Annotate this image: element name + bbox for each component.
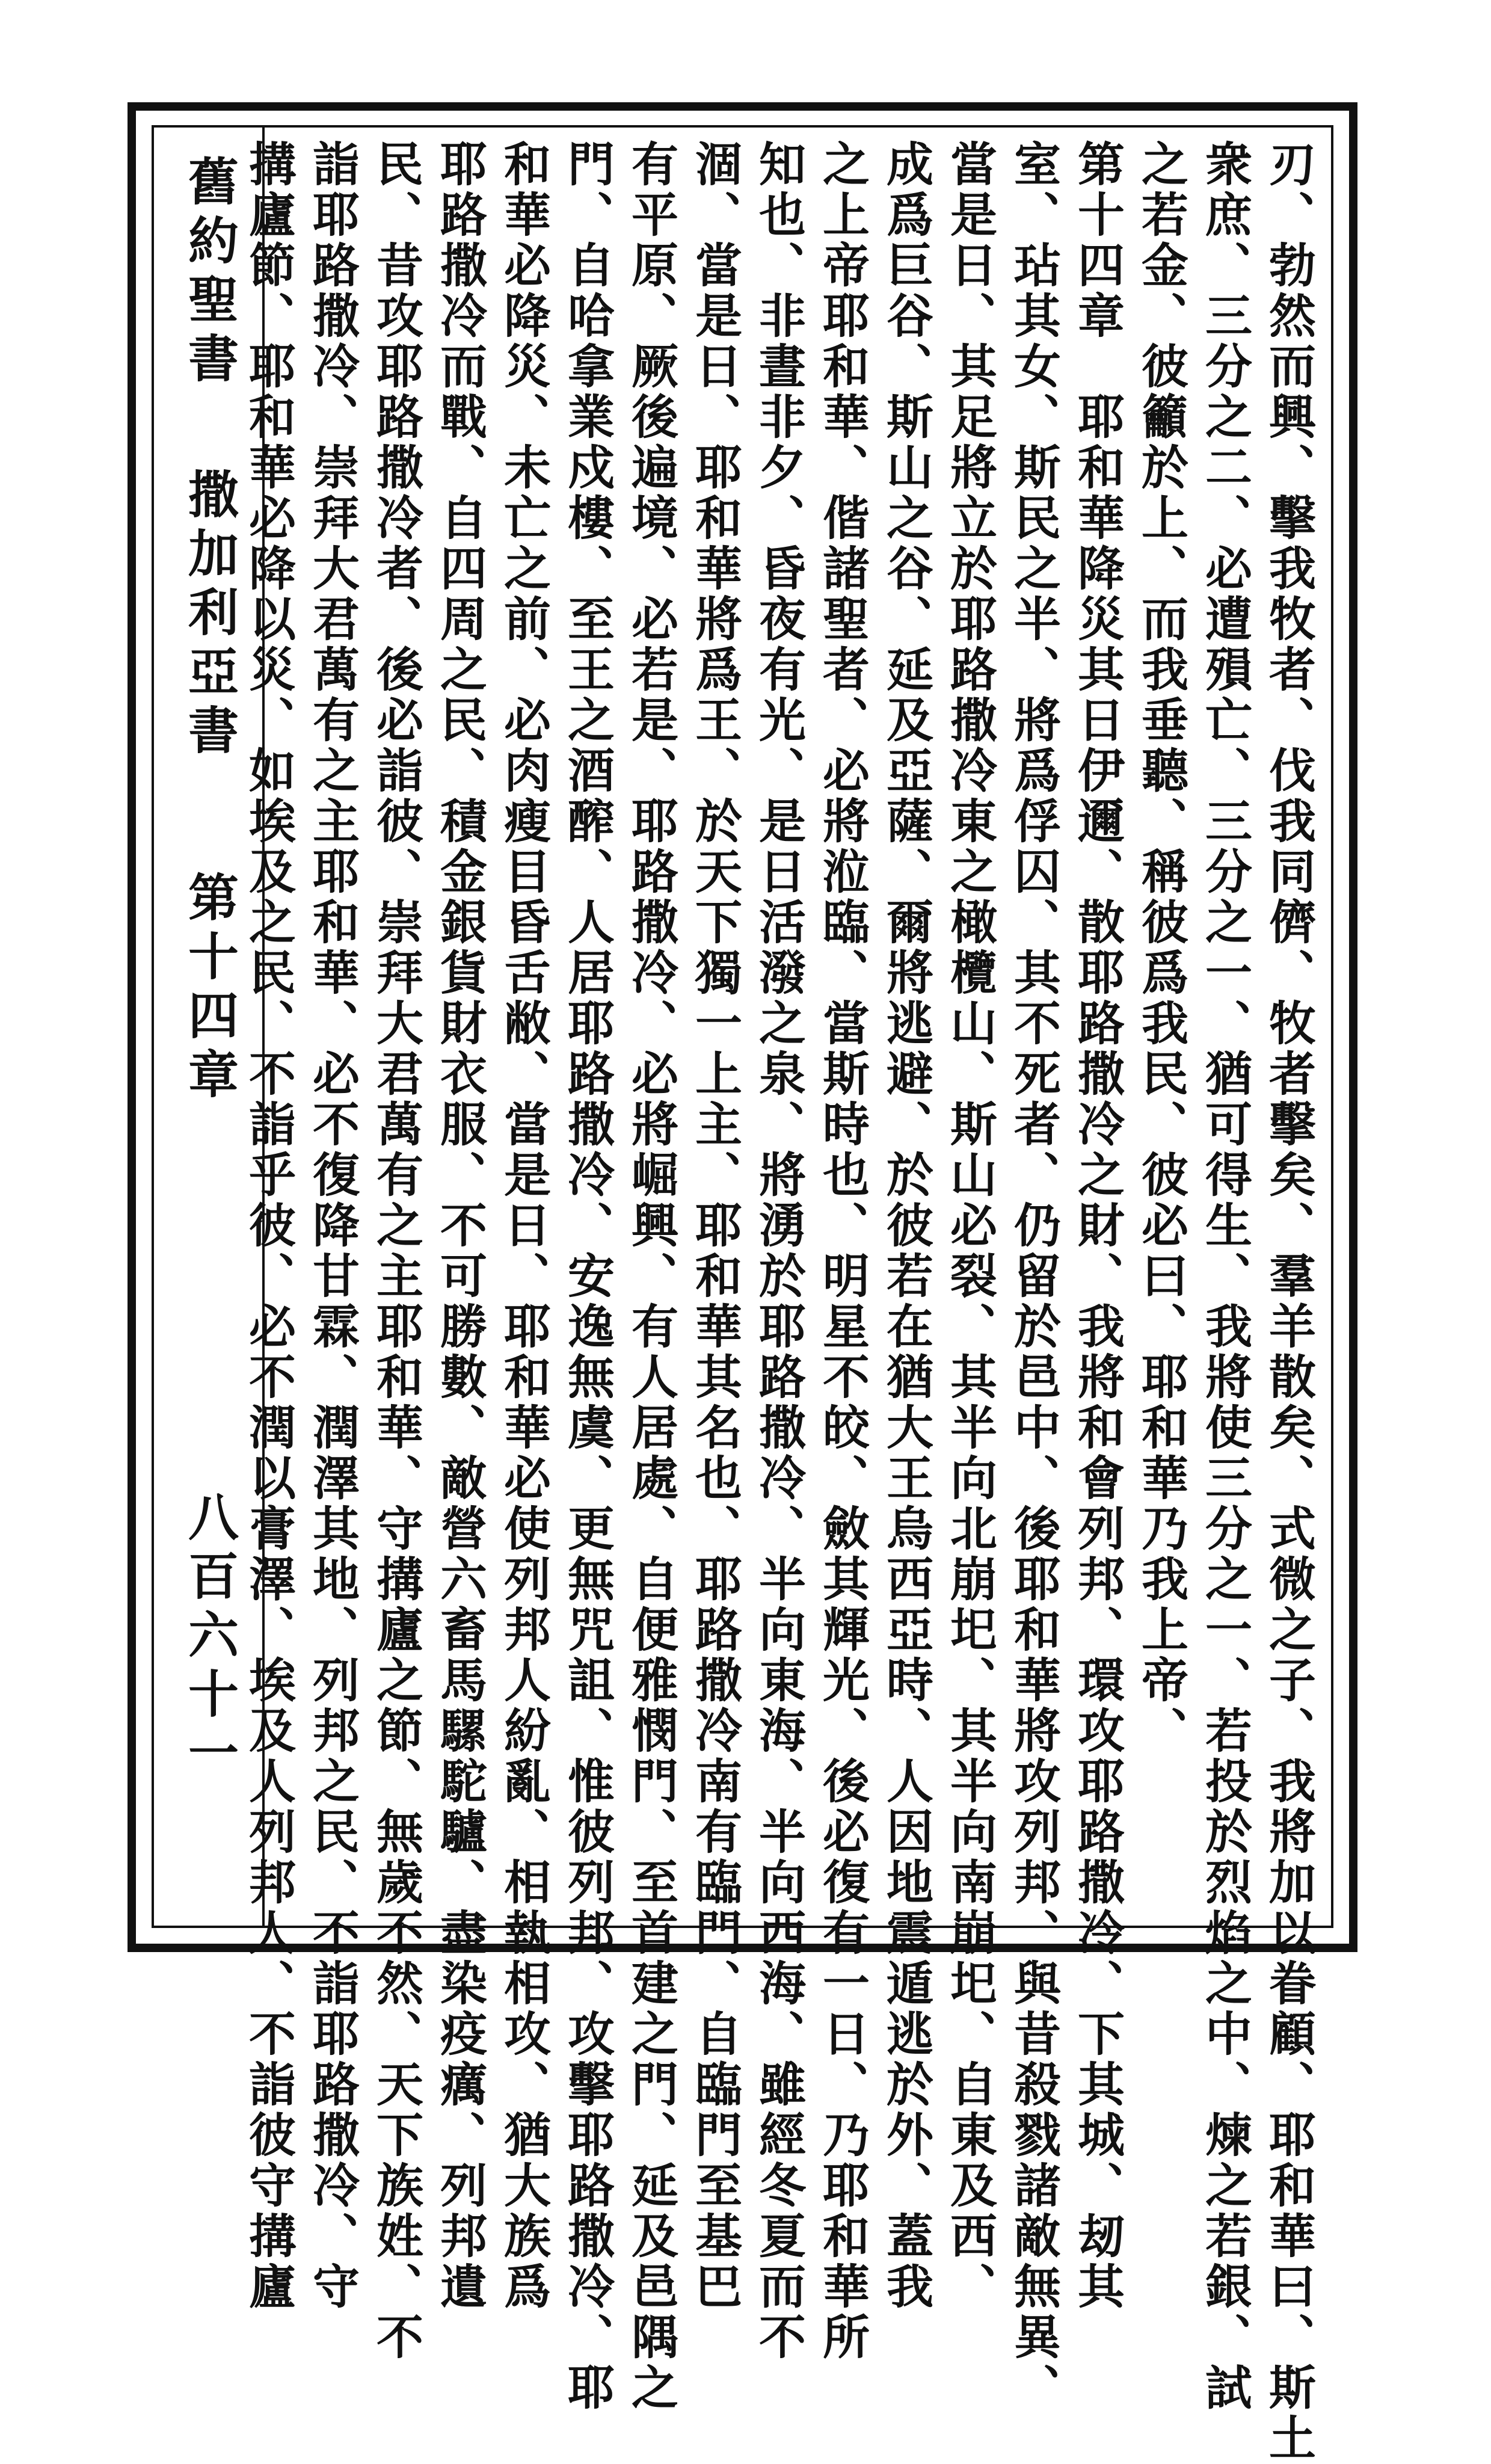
text-column: 和華必降災、未亡之前、必肉瘦目昏舌敝、當是日、耶和華必使列邦人紛亂、相執相攻、猶大族爲 xyxy=(496,140,551,2312)
text-column: 搆廬節、耶和華必降以災、如埃及之民、不詣乎彼、必不潤以膏澤、埃及人列邦人、不詣彼守搆廬 xyxy=(241,140,296,2312)
text-column: 涸、當是日、耶和華將爲王、於天下獨一上主、耶和華其名也、耶路撒冷南有臨門、自臨門至基巴 xyxy=(687,140,742,2312)
text-column: 之上帝耶和華、偕諸聖者、必將涖臨、當斯時也、明星不皎、斂其輝光、後必復有一日、乃耶和華所 xyxy=(815,140,870,2363)
text-column: 詣耶路撒冷、崇拜大君萬有之主耶和華、必不復降甘霖、潤澤其地、列邦之民、不詣耶路撒冷、守 xyxy=(305,140,360,2312)
page-number: 八百六十一 xyxy=(180,1491,240,1785)
book-name: 撒加利亞書 xyxy=(180,468,240,763)
text-column: 刃、勃然而興、擊我牧者、伐我同儕、牧者擊矣、羣羊散矣、式微之子、我將加以眷顧、耶和華曰、斯土 xyxy=(1261,140,1316,2464)
chapter-label: 第十四章 xyxy=(180,871,240,1107)
text-column: 之若金、彼籲於上、而我垂聽、稱彼爲我民、彼必曰、耶和華乃我上帝、 xyxy=(1134,140,1188,1757)
text-column: 第十四章 耶和華降災其日伊邇、散耶路撒冷之財、我將和會列邦、環攻耶路撒冷、下其城、刼其 xyxy=(1070,140,1125,2312)
text-column: 當是日、其足將立於耶路撒冷東之橄欖山、斯山必裂、其半向北崩圯、其半向南崩圯、自東及西、 xyxy=(942,140,997,2312)
text-column: 室、玷其女、斯民之半、將爲俘囚、其不死者、仍留於邑中、後耶和華將攻列邦、與昔殺戮諸敵無異、 xyxy=(1006,140,1061,2413)
text-column: 衆庶、三分之二、必遭殞亡、三分之一、猶可得生、我將使三分之一、若投於烈焰之中、煉之若銀、試 xyxy=(1197,140,1252,2413)
text-column: 民、昔攻耶路撒冷者、後必詣彼、崇拜大君萬有之主耶和華、守搆廬之節、無歲不然、天下族姓、不 xyxy=(369,140,423,2363)
text-column: 耶路撒冷而戰、自四周之民、積金銀貨財衣服、不可勝數、敵營六畜馬騾駝驢、盡染疫癘、列邦遺 xyxy=(432,140,487,2312)
text-column: 成爲巨谷、斯山之谷、延及亞薩、爾將逃避、於彼若在猶大王烏西亞時、人因地震遁逃於外、蓋我 xyxy=(879,140,933,2312)
text-column: 門、自哈拿業戍樓、至王之酒醡、人居耶路撒冷、安逸無虞、更無咒詛、惟彼列邦、攻擊耶路撒冷、耶 xyxy=(560,140,615,2413)
text-column: 知也、非晝非夕、昏夜有光、是日活潑之泉、將湧於耶路撒冷、半向東海、半向西海、雖經冬夏而不 xyxy=(751,140,806,2363)
text-column: 有平原、厥後遍境、必若是、耶路撒冷、必將崛興、有人居處、自便雅憫門、至首建之門、延及邑隅之 xyxy=(624,140,678,2413)
running-title: 舊約聖書 xyxy=(180,155,240,391)
text-columns xyxy=(236,140,1320,2464)
scripture-body xyxy=(241,140,1320,2464)
